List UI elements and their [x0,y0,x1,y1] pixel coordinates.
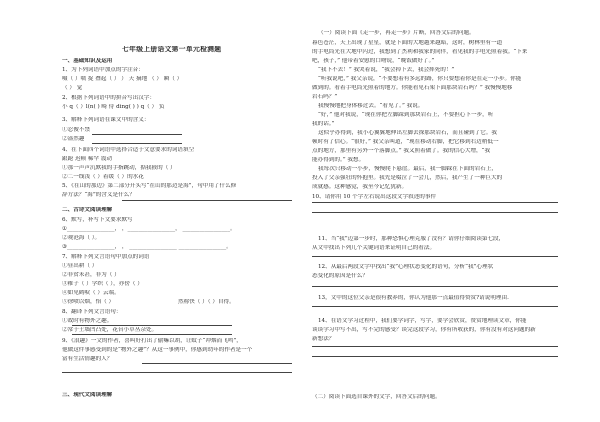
question-11-line-b: 从文中找出下列几个关键词语来证明自己的看法。 [312,245,436,251]
question-5: 5、《在山的那边》第二部分开头写“在山的那边是海”，句中用了什么修 [62,183,237,189]
question-12: 12、从最后两段文字中找出“我”心理状态变化的语句，分析“我”心理状 [318,264,494,270]
question-7-item-d: ④如见鹤唳（ ）云端。 [62,290,120,296]
passage-line: 能办得到的。” 我想。 [312,157,365,163]
question-4-item-b: ②二一线浅（ ）着缓（ ）的水花 [62,174,144,180]
question-11: 11、当“我”迈第一步时，那种恐惧心理克服了没有？请你仔细阅读第七段， [318,236,505,242]
answer-line [312,202,558,203]
passage-line: 的手电筒光在大地中闪过，我想到了杰利和我家的同伴，看见我的手电光照着我。“下来 [312,49,528,55]
question-14-line-b: 谈谈学习中写不出，写不完的感受？谈完这段学习，你有所收获的，你有没有对这问题的新 [312,327,536,333]
question-8-item-b: ②常于土墙凹凸处，花台小草丛杂处。 [62,327,158,333]
question-2: 2、根据下列词语中的拼音写出汉字： [62,95,156,101]
passage-line: “听我说吧，” 我父亲说，“不要想着有多远的路，你只要想着你是在走一小步。你能 [318,76,522,82]
question-9-line-b: 他做这件事感受到的是“物外之趣”？从这一事例中，你感到幼年的作者是一个 [62,347,253,353]
passage-line: 顿时有了信心。“很好，” 我父亲叫道，“现在移动右脚，把它移到右边稍低一 [312,139,499,145]
question-7-item-b: ②非贫未甚，非为（ ） [62,272,120,278]
question-7-item-c: ③稚子（ ）学织（ ），亦傍（ ） [62,281,143,287]
exam-title: 七年级上册语文第一单元检测题 [122,46,222,53]
answer-line [72,325,232,326]
question-10: 10、请你用 10 个字左右说出这段文字叙述的事件 [312,194,437,200]
answer-line [122,200,292,201]
question-14: 14、在语文学习过程中，我们要学词字，写字，要学会欣赏，赞赏地理读文章，你能 [318,318,527,324]
question-4-item-a: ①那一声声沉默我的手指跳动，掂我掖的（ ） [62,165,176,171]
answer-line [312,212,558,213]
answer-line [312,286,558,287]
question-9: 9、《浪趣》一文的作者，喜叫好打出了偷嘛以胡，让蚊子“冲烟而飞鸣”， [62,338,242,344]
question-8-item-a: ①故时有物外之趣。 [62,318,113,324]
question-1: 1、为下列词语中加点的字注音： [62,67,144,73]
question-5-line-b: 辞方法？“海”的含义是什么？ [62,192,135,198]
passage-line: 我每次只移动一小步，慢慢爬下悬崖。最后，我一脚踩在下面的岩石上， [318,166,498,172]
passage-line: 暮色苍茫，天上出现了星星，就是下面的大地越来越暗，这时，树林里有一道 [312,40,503,46]
question-7-item-a: ①昼出耕（ ） [62,263,98,269]
passage-line: 岩石吗？” [312,94,338,100]
answer-line [62,372,292,373]
question-12-line-b: 态变化的原因是什么？ [312,273,368,279]
question-6-item-a: ①_________________， ，_________________， _________________。 [62,226,236,232]
passage-line: 成就感。这种感觉，我至今记忆犹新。 [312,184,408,190]
question-7: 7、解释下列文言语句中加点的词语 [62,254,150,260]
answer-line [312,256,558,257]
passage-line: “我下不去！” 我哭着说，“我会掉下去，我会摔死的！” [318,67,455,73]
answer-line [92,143,182,144]
answer-line [92,134,182,135]
passage-line: “好，” 他对我说，“现在你把左脚踩到那块岩石上，不要担心下一步，听 [318,112,494,118]
passage-line: 我慢慢地把身体移过去。“看见了。” 我说。 [318,103,424,109]
question-4-word-bank: 踉跄 迟顿 稀罕 震动 [62,156,113,162]
answer-line [142,363,292,364]
question-7-item-e: ⑤徐喷以烟，怡（ ） [62,299,115,305]
section-heading-1: 一、基础知识及运用 [62,58,113,64]
answer-line [312,356,558,357]
question-4: 4、在下面四个词语中选择合适于文意要求的词语填空 [62,147,195,153]
question-3: 3、解释下列词语在课文中的含义： [62,117,150,123]
passage-line: 我的话。” [312,121,335,127]
question-3-item-a: ①忍俊不禁 [62,127,90,133]
answer-line [72,334,232,335]
passage-line: 做到的。看着手电筒光照着的地方。你能看见石架下面那块岩石吗？” 我慢慢地移 [312,85,513,91]
section-heading-2: 二、古诗文阅读理解 [62,207,113,213]
passage-line: 吧，孩子，” 他带着安慰的口吻说，“晚饭做好了。” [312,58,435,64]
question-3-item-b: ②盎然趣 [62,136,85,142]
reading-passage-1-heading: （一）阅读下面《走一步，再走一步》片断，回答文后的问题。 [318,30,475,36]
question-13: 13，文中的这位父亲是很有教养的，你认为他那一点最值得赞赏?请说明理由. [318,295,509,301]
question-2-line-a: 小 q（ ）l(n( ) 畸 侍 ding( ) ) q（ ） 负 [62,104,165,110]
question-8: 8、翻译下列文言语句： [62,309,122,315]
section-heading-3: 三、现代文阅读理解 [62,392,113,398]
question-1-line-a: 嗫（ ）嚅 捉 叠起（ ） ） 天 摘地 （ ） 瞬（ ） [62,76,183,82]
question-6: 6、默写，补写下文要求默写 [62,217,133,223]
question-6-item-c: ③_________________， ， _________________ _________________。 [62,244,232,250]
passage-line: 点的地方，那里有另外一个落脚点。” 我又照着做了。我的信心大增，“我 [312,148,491,154]
answer-line [312,306,558,307]
question-1-line-b: （ ） 觉 [62,85,83,91]
question-7-item-e-cont: 然称快（ ）（ ）自得。 [178,299,235,305]
passage-line: 投入了父亲强壮的怀抱里。我先是啜泣了一会儿，然后，我产生了一种巨大的 [312,175,503,181]
answer-line [312,346,558,347]
question-6-item-b: ②观沧海（ ）。 [62,235,101,241]
question-14-line-c: 新想法？ [312,336,335,342]
passage-line: 这似乎办得到，我小心翼翼地伸出左脚去探那块岩石，而且碰到了它。我 [318,130,498,136]
question-9-line-c: 富有生活情趣的人？ [62,356,113,362]
reading-passage-2-heading: （二）阅读下面选自课外的文字，回答文后的问题。 [312,394,441,400]
